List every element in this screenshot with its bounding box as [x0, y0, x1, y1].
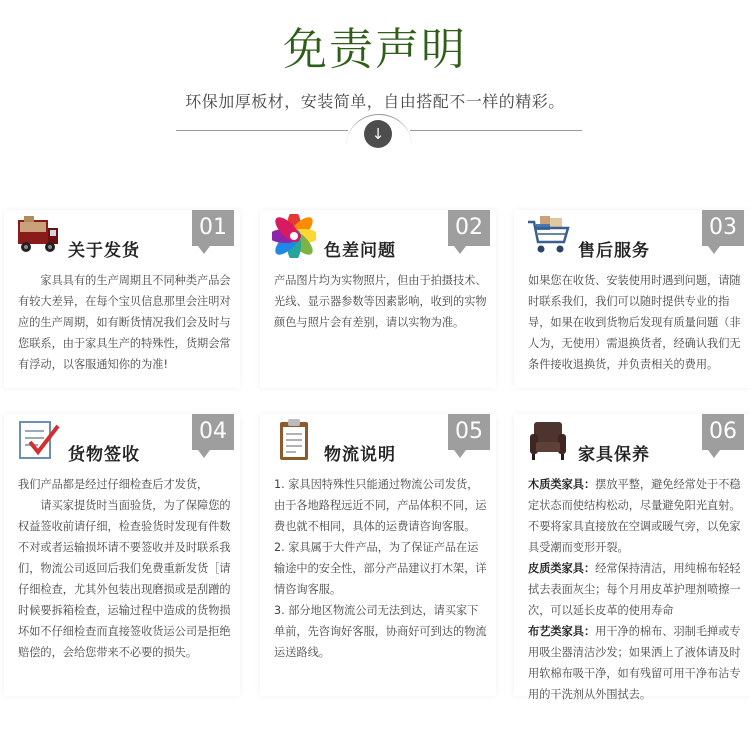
checklist-icon: [16, 418, 60, 462]
card-color-difference: [260, 210, 496, 388]
card-body: [18, 474, 232, 663]
card-body: [528, 270, 742, 375]
card-body: [18, 270, 232, 375]
divider-left: [176, 130, 348, 131]
paragraph-label: 布艺类家具：: [528, 625, 596, 638]
header: [0, 0, 750, 160]
card-paragraph: 2. 家具属于大件产品，为了保证产品在运输途中的安全性，部分产品建议打木架，详情咨询客服。: [274, 541, 487, 596]
scroll-down-icon[interactable]: ↓: [364, 120, 392, 148]
clipboard-icon: [272, 418, 316, 462]
armchair-icon: [526, 418, 570, 462]
card-title: 家具保养: [578, 445, 650, 465]
shopping-cart-icon: [526, 214, 570, 258]
card-after-sales: [514, 210, 750, 388]
card-body: [274, 270, 488, 333]
card-number-badge: 03: [702, 210, 744, 246]
paragraph-label: 皮质类家具：: [528, 562, 596, 575]
card-logistics: [260, 414, 496, 696]
paragraph-label: 木质类家具：: [528, 478, 596, 491]
card-number-badge: 01: [192, 210, 234, 246]
card-number-badge: 02: [448, 210, 490, 246]
card-shipping: [4, 210, 240, 388]
card-receipt: [4, 414, 240, 696]
card-title: 关于发货: [68, 241, 140, 261]
delivery-truck-icon: [16, 214, 60, 258]
paragraph-text: 用干净的棉布、羽制毛掸或专用吸尘器清洁沙发；如果洒上了液体请及时用软棉布吸干净，如有残留可用干净布沾专用的干洗剂从外围拭去。: [528, 625, 741, 701]
card-paragraph: 3. 部分地区物流公司无法到达，请买家下单前，先咨询好客服，协商好可到达的物流运送路线。: [274, 604, 487, 659]
card-paragraph: [528, 621, 742, 705]
paragraph-text: 经常保持清洁，用纯棉布轻轻拭去表面灰尘；每个月用皮革护理剂喷擦一次，可以延长皮革的使用寿命: [528, 562, 741, 617]
paragraph-text: 摆放平整，避免经常处于不稳定状态而使结构松动，尽量避免阳光直射。不要将家具直接放在空调或暖气旁，以免家具受潮而变形开裂。: [528, 478, 741, 554]
card-body: [274, 474, 488, 663]
card-paragraph: 1. 家具因特殊性只能通过物流公司发货，由于各地路程远近不同，产品体积不同，运费也就不相同，具体的运费请咨询客服。: [274, 478, 487, 533]
card-title: 色差问题: [324, 241, 396, 261]
card-body: [528, 474, 742, 705]
color-wheel-icon: [272, 214, 316, 258]
card-number-badge: 05: [448, 414, 490, 450]
divider-right: [410, 130, 582, 131]
page-title: 免责声明: [283, 24, 467, 75]
card-title: 物流说明: [324, 445, 396, 465]
card-paragraph: 家具具有的生产周期且不同种类产品会有较大差异，在每个宝贝信息那里会注明对应的生产周期，如有断货情况我们会及时与您联系，由于家具生产的特殊性，货期会常有浮动，以客服通知你的为准!: [18, 274, 231, 371]
card-paragraph: [528, 474, 742, 558]
card-title: 售后服务: [578, 241, 650, 261]
page-subtitle: 环保加厚板材，安装简单，自由搭配不一样的精彩。: [185, 92, 565, 111]
card-paragraph: 我们产品都是经过仔细检查后才发货，: [18, 478, 209, 491]
card-paragraph: [528, 558, 742, 621]
card-paragraph: 如果您在收货、安装使用时遇到问题，请随时联系我们，我们可以随时提供专业的指导，如果在收到货物后发现有质量问题（非人为，无使用）需退换货者，经确认我们无条件接收退换货，并负责相关的费用。: [528, 274, 741, 371]
card-number-badge: 04: [192, 414, 234, 450]
card-paragraph: 产品图片均为实物照片，但由于拍摄技术、光线、显示器参数等因素影响，收到的实物颜色与照片会有差别，请以实物为准。: [274, 274, 487, 329]
card-title: 货物签收: [68, 445, 140, 465]
card-paragraph: 请买家提货时当面验货，为了保障您的权益签收前请仔细，检查验货时发现有件数不对或者运输损坏请不要签收并及时联系我们，物流公司返回后我们免费重新发货［请仔细检查，尤其外包装出现磨损或是刮蹭的时候要拆箱检查，运输过程中造成的货物损坏如不仔细检查而直接签收货运公司是拒绝赔偿的，会给您带来不必要的损失。: [18, 499, 231, 659]
card-maintenance: [514, 414, 750, 701]
card-number-badge: 06: [702, 414, 744, 450]
